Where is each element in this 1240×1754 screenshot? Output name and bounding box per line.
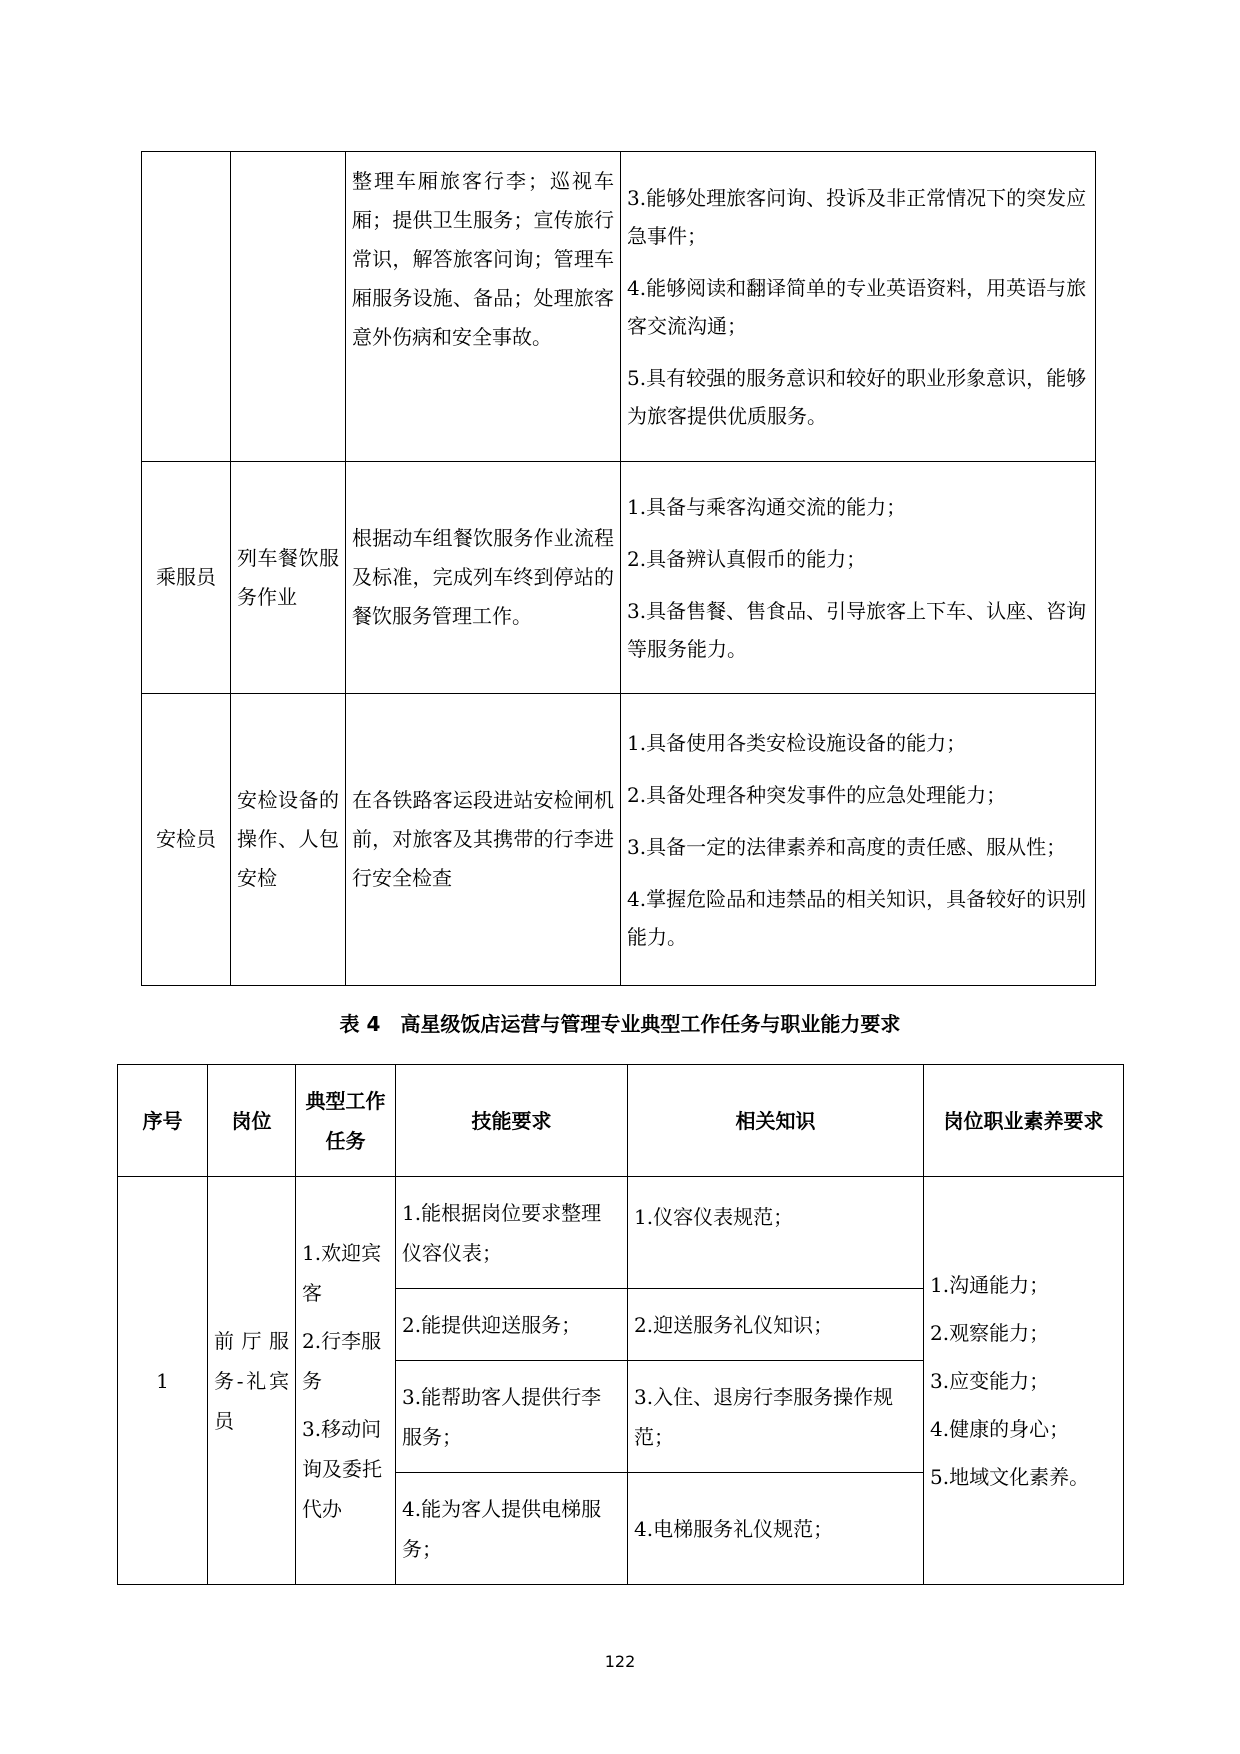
- tasks-cell: [296, 1177, 396, 1585]
- skill-cell: 1.能根据岗位要求整理仪容仪表；: [396, 1177, 628, 1289]
- header-position: 岗位: [208, 1065, 296, 1177]
- task-cell: 安检设备的操作、人包安检: [231, 694, 346, 986]
- skill-cell: 4.能为客人提供电梯服务；: [396, 1473, 628, 1585]
- knowledge-cell: 3.入住、退房行李服务操作规范；: [628, 1361, 924, 1473]
- quality-item: 1.沟通能力；: [930, 1272, 1050, 1297]
- ability-item: 2.具备处理各种突发事件的应急处理能力；: [627, 782, 1007, 807]
- position-cell: [142, 152, 231, 462]
- quality-item: 4.健康的身心；: [930, 1416, 1070, 1441]
- knowledge-cell: 4.电梯服务礼仪规范；: [628, 1473, 924, 1585]
- table-caption: 表 4 高星级饭店运营与管理专业典型工作任务与职业能力要求: [339, 1012, 901, 1036]
- ability-item: 1.具备与乘客沟通交流的能力；: [627, 494, 907, 519]
- header-seq: 序号: [118, 1065, 208, 1177]
- header-knowledge: 相关知识: [628, 1065, 924, 1177]
- skill-cell: 2.能提供迎送服务；: [396, 1289, 628, 1361]
- page-number: 122: [604, 1652, 636, 1671]
- ability-item: 1.具备使用各类安检设施设备的能力；: [627, 730, 967, 755]
- ability-item: 3.具备一定的法律素养和高度的责任感、服从性；: [627, 834, 1067, 859]
- task-item: 3.移动问询及委托代办: [302, 1416, 382, 1521]
- header-skills: 技能要求: [396, 1065, 628, 1177]
- task-item: 2.行李服务: [302, 1328, 382, 1393]
- table-row: [142, 462, 1096, 694]
- skill-cell: 3.能帮助客人提供行李服务；: [396, 1361, 628, 1473]
- table-header-row: [118, 1065, 1124, 1177]
- quality-cell: [924, 1177, 1124, 1585]
- quality-item: 5.地域文化素养。: [930, 1464, 1090, 1489]
- ability-item: 3.能够处理旅客问询、投诉及非正常情况下的突发应急事件；: [627, 185, 1087, 248]
- knowledge-cell: 1.仪容仪表规范；: [628, 1177, 924, 1289]
- quality-item: 3.应变能力；: [930, 1368, 1050, 1393]
- table-row: [118, 1177, 1124, 1289]
- abilities-cell: [621, 694, 1096, 986]
- ability-item: 3.具备售餐、售食品、引导旅客上下车、认座、咨询等服务能力。: [627, 598, 1087, 661]
- header-task: 典型工作任务: [296, 1065, 396, 1177]
- ability-item: 4.能够阅读和翻译简单的专业英语资料，用英语与旅客交流沟通；: [627, 275, 1087, 338]
- table-row: [142, 694, 1096, 986]
- content-cell: 整理车厢旅客行李；巡视车厢；提供卫生服务；宣传旅行常识，解答旅客问询；管理车厢服务设施、备品；处理旅客意外伤病和安全事故。: [346, 152, 621, 462]
- abilities-cell: [621, 152, 1096, 462]
- position-cell: 安检员: [142, 694, 231, 986]
- task-item: 1.欢迎宾客: [302, 1240, 382, 1305]
- ability-item: 5.具有较强的服务意识和较好的职业形象意识，能够为旅客提供优质服务。: [627, 365, 1087, 428]
- content-cell: 在各铁路客运段进站安检闸机前，对旅客及其携带的行李进行安全检查: [346, 694, 621, 986]
- position-cell: 乘服员: [142, 462, 231, 694]
- knowledge-cell: 2.迎送服务礼仪知识；: [628, 1289, 924, 1361]
- ability-item: 2.具备辨认真假币的能力；: [627, 546, 867, 571]
- position-cell: 前厅服务-礼宾员: [208, 1177, 296, 1585]
- header-quality: 岗位职业素养要求: [924, 1065, 1124, 1177]
- abilities-cell: [621, 462, 1096, 694]
- content-cell: 根据动车组餐饮服务作业流程及标准，完成列车终到停站的餐饮服务管理工作。: [346, 462, 621, 694]
- task-cell: [231, 152, 346, 462]
- table-row: [142, 152, 1096, 462]
- ability-item: 4.掌握危险品和违禁品的相关知识，具备较好的识别能力。: [627, 886, 1087, 949]
- task-cell: 列车餐饮服务作业: [231, 462, 346, 694]
- job-task-table-continued: [141, 151, 1096, 986]
- quality-item: 2.观察能力；: [930, 1320, 1050, 1345]
- seq-cell: 1: [118, 1177, 208, 1585]
- hotel-job-task-table: [117, 1064, 1124, 1585]
